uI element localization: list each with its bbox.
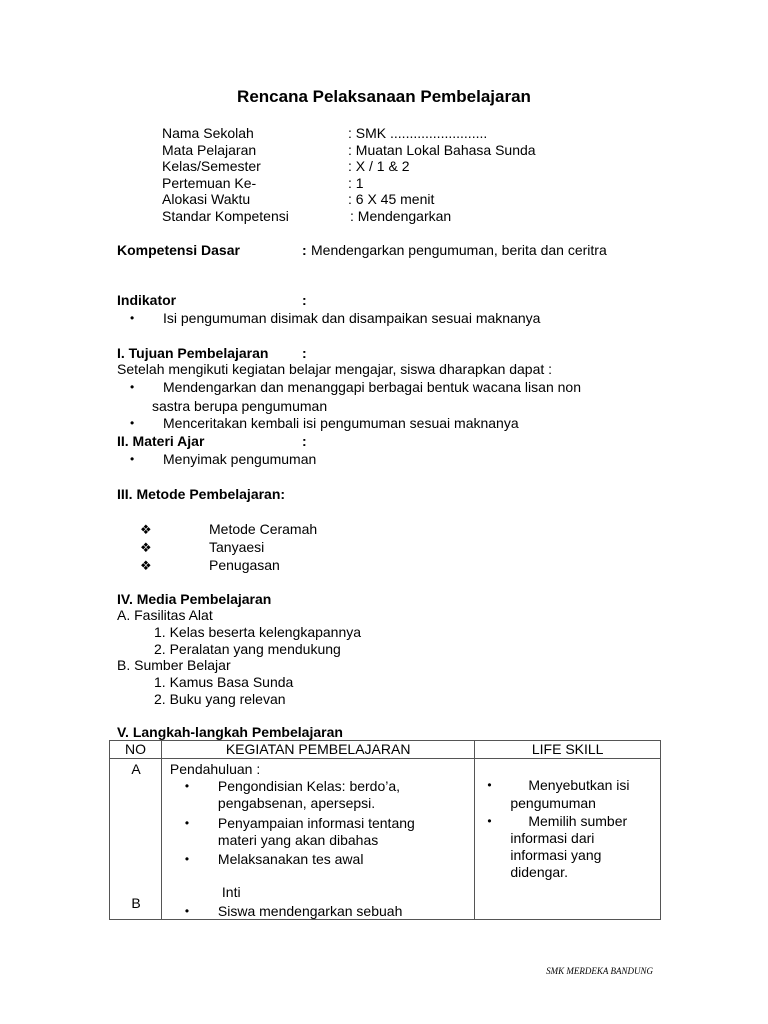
bullet-icon: •: [130, 380, 135, 394]
kegiatan-item-continued: materi yang akan dibahas: [217, 832, 379, 848]
kd-colon: :: [302, 242, 307, 258]
tujuan-heading: I. Tujuan Pembelajaran: [117, 345, 269, 361]
info-value: : 1: [348, 175, 364, 191]
materi-heading: II. Materi Ajar: [117, 433, 205, 449]
table-row: [110, 759, 661, 920]
life-skill-item: Memilih sumber: [528, 813, 628, 829]
column-header: LIFE SKILL: [475, 741, 661, 759]
info-value: : 6 X 45 menit: [348, 191, 435, 207]
no-b: B: [131, 895, 141, 911]
column-header: KEGIATAN PEMBELAJARAN: [161, 741, 474, 759]
life-skill-item-continued: didengar.: [510, 864, 568, 880]
life-skill-item-continued: pengumuman: [510, 795, 596, 811]
kegiatan-item: Pengondisian Kelas: berdo’a,: [217, 778, 401, 794]
kegiatan-item-continued: pengabsenan, apersepsi.: [217, 795, 376, 811]
info-value: : SMK .........................: [348, 125, 488, 141]
kd-value: Mendengarkan pengumuman, berita dan ceritra: [311, 242, 607, 258]
materi-item: Menyimak pengumuman: [163, 451, 317, 467]
bullet-icon: •: [184, 779, 190, 793]
bullet-icon: •: [184, 904, 190, 918]
indikator-colon: :: [302, 292, 307, 308]
no-cell: [110, 759, 162, 920]
bullet-icon: •: [487, 778, 492, 792]
media-item: 1. Kelas beserta kelengkapannya: [154, 624, 362, 640]
tujuan-item-continued: sastra berupa pengumuman: [152, 398, 328, 414]
media-item: 2. Peralatan yang mendukung: [154, 641, 341, 657]
info-label: Kelas/Semester: [162, 158, 261, 174]
no-a: A: [131, 761, 141, 777]
tujuan-intro: Setelah mengikuti kegiatan belajar mengajar, siswa dharapkan dapat :: [117, 361, 553, 377]
media-heading: IV. Media Pembelajaran: [117, 591, 272, 607]
media-item: 2. Buku yang relevan: [154, 691, 286, 707]
life-skill-cell: [475, 759, 661, 920]
info-label: Standar Kompetensi: [162, 208, 289, 224]
diamond-bullet-icon: ❖: [140, 522, 152, 537]
bullet-icon: •: [487, 814, 492, 828]
metode-item: Metode Ceramah: [209, 521, 318, 537]
info-value: : X / 1 & 2: [348, 158, 410, 174]
bullet-icon: •: [130, 452, 135, 466]
page-footer: SMK MERDEKA BANDUNG: [546, 966, 653, 976]
metode-item: Penugasan: [209, 557, 280, 573]
life-skill-item-continued: informasi dari: [510, 830, 595, 846]
diamond-bullet-icon: ❖: [140, 540, 152, 555]
langkah-table: [109, 740, 661, 920]
bullet-icon: •: [184, 816, 190, 830]
table-header-row: [110, 741, 661, 759]
tujuan-colon: :: [302, 345, 307, 361]
media-subheading: A. Fasilitas Alat: [117, 607, 213, 623]
kegiatan-phase: Inti: [221, 884, 241, 900]
langkah-heading: V. Langkah-langkah Pembelajaran: [117, 724, 343, 740]
info-label: Alokasi Waktu: [162, 191, 251, 207]
kegiatan-cell: [161, 759, 474, 920]
metode-item: Tanyaesi: [209, 539, 265, 555]
tujuan-item: Mendengarkan dan menanggapi berbagai bentuk wacana lisan non: [163, 379, 581, 395]
metode-heading: III. Metode Pembelajaran:: [117, 486, 286, 502]
media-subheading: B. Sumber Belajar: [117, 657, 231, 673]
bullet-icon: •: [184, 852, 190, 866]
column-header: NO: [110, 741, 162, 759]
info-label: Nama Sekolah: [162, 125, 254, 141]
kd-label: Kompetensi Dasar: [117, 242, 240, 258]
kegiatan-phase: Pendahuluan :: [169, 761, 261, 777]
indikator-item: Isi pengumuman disimak dan disampaikan sesuai maknanya: [163, 310, 541, 326]
bullet-icon: •: [130, 311, 135, 325]
kegiatan-item: Melaksanakan tes awal: [217, 851, 364, 867]
diamond-bullet-icon: ❖: [140, 558, 152, 573]
kegiatan-item: Siswa mendengarkan sebuah: [217, 903, 403, 919]
info-value: : Mendengarkan: [350, 208, 452, 224]
life-skill-item: Menyebutkan isi: [528, 777, 630, 793]
bullet-icon: •: [130, 416, 135, 430]
kegiatan-item: Penyampaian informasi tentang: [217, 815, 415, 831]
indikator-heading: Indikator: [117, 292, 177, 308]
info-label: Pertemuan Ke-: [162, 175, 257, 191]
tujuan-item: Menceritakan kembali isi pengumuman sesuai maknanya: [163, 415, 519, 431]
info-label: Mata Pelajaran: [162, 142, 257, 158]
page-title: Rencana Pelaksanaan Pembelajaran: [237, 87, 531, 106]
media-item: 1. Kamus Basa Sunda: [154, 674, 294, 690]
info-value: : Muatan Lokal Bahasa Sunda: [348, 142, 536, 158]
life-skill-item-continued: informasi yang: [510, 847, 602, 863]
materi-colon: :: [302, 433, 307, 449]
